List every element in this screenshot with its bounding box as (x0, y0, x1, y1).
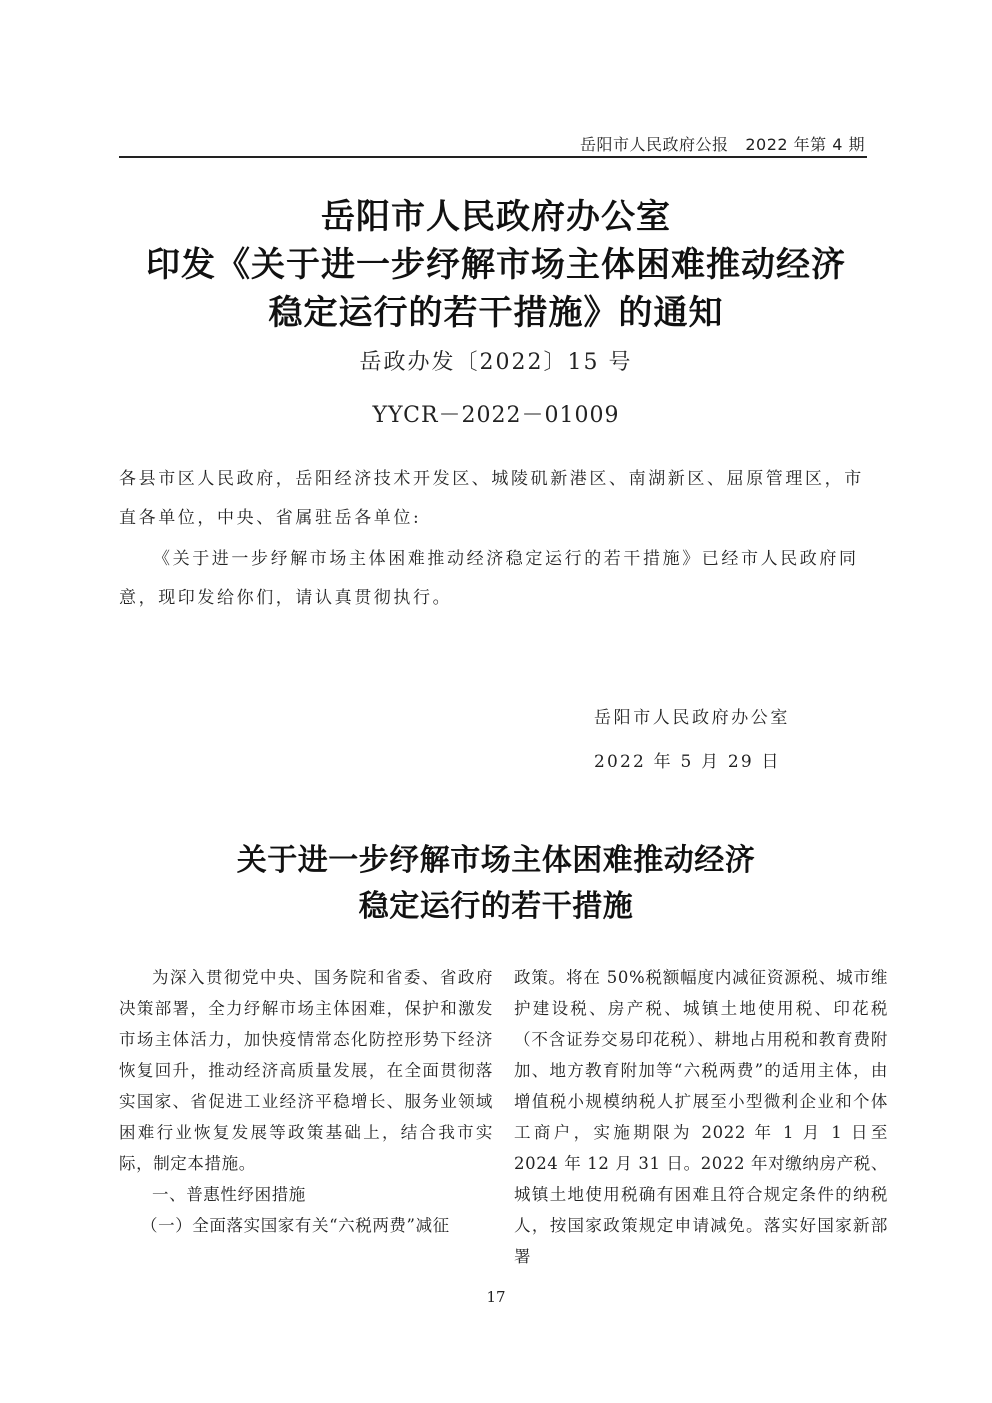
publication-name: 岳阳市人民政府公报 (580, 135, 729, 154)
issue-date: 2022 年 5 月 29 日 (594, 752, 781, 772)
addressee: 各县市区人民政府，岳阳经济技术开发区、城陵矶新港区、南湖新区、屈原管理区，市直各单位，中央、省属驻岳各单位: (119, 469, 864, 528)
right-column (514, 962, 888, 1272)
issue-number: 2022 年第 4 期 (745, 135, 865, 154)
notice-title-line: 岳阳市人民政府办公室 (321, 197, 671, 237)
signer: 岳阳市人民政府办公室 (594, 708, 790, 728)
section-heading: 一、普惠性纾困措施 (152, 1185, 306, 1204)
header-rule (119, 156, 867, 158)
notice-body: 《关于进一步纾解市场主体困难推动经济稳定运行的若干措施》已经市人民政府同意，现印发给你们，请认真贯彻执行。 (119, 549, 859, 608)
item-paragraph: 政策。将在 50%税额幅度内减征资源税、城市维护建设税、房产税、城镇土地使用税、印花税（不含证券交易印花税）、耕地占用税和教育费附加、地方教育附加等“六税两费”的适用主体，由增值税小规模纳税人扩展至小型微利企业和个体工商户，实施期限为 2022 年 1 月 1 日至 2024 年 12 月 31 日。2022 年对缴纳房产税、城镇土地使用税确有困难且符合规定条件的纳税人，按国家政策规定申请减免。落实好国家新部署 (514, 968, 888, 1266)
notice-title (0, 193, 992, 337)
measures-title-line: 关于进一步纾解市场主体困难推动经济 (236, 843, 756, 878)
item-heading: （一）全面落实国家有关“六税两费”减征 (141, 1216, 450, 1235)
preamble-paragraph: 为深入贯彻党中央、国务院和省委、省政府决策部署，全力纾解市场主体困难，保护和激发市场主体活力，加快疫情常态化防控形势下经济恢复回升，推动经济高质量发展，在全面贯彻落实国家、省促进工业经济平稳增长、服务业领域困难行业恢复发展等政策基础上，结合我市实际，制定本措施。 (119, 968, 493, 1173)
document-number: 岳政办发〔2022〕15 号 (359, 350, 633, 375)
page-number: 17 (486, 1288, 506, 1306)
registration-number: YYCR－2022－01009 (372, 403, 620, 428)
running-header (119, 130, 867, 158)
measures-title-line: 稳定运行的若干措施 (358, 889, 634, 924)
notice-title-line: 稳定运行的若干措施》的通知 (268, 293, 724, 333)
measures-title (0, 838, 992, 930)
left-column (119, 962, 493, 1241)
notice-title-line: 印发《关于进一步纾解市场主体困难推动经济 (146, 245, 846, 285)
publication-issue (580, 132, 865, 155)
